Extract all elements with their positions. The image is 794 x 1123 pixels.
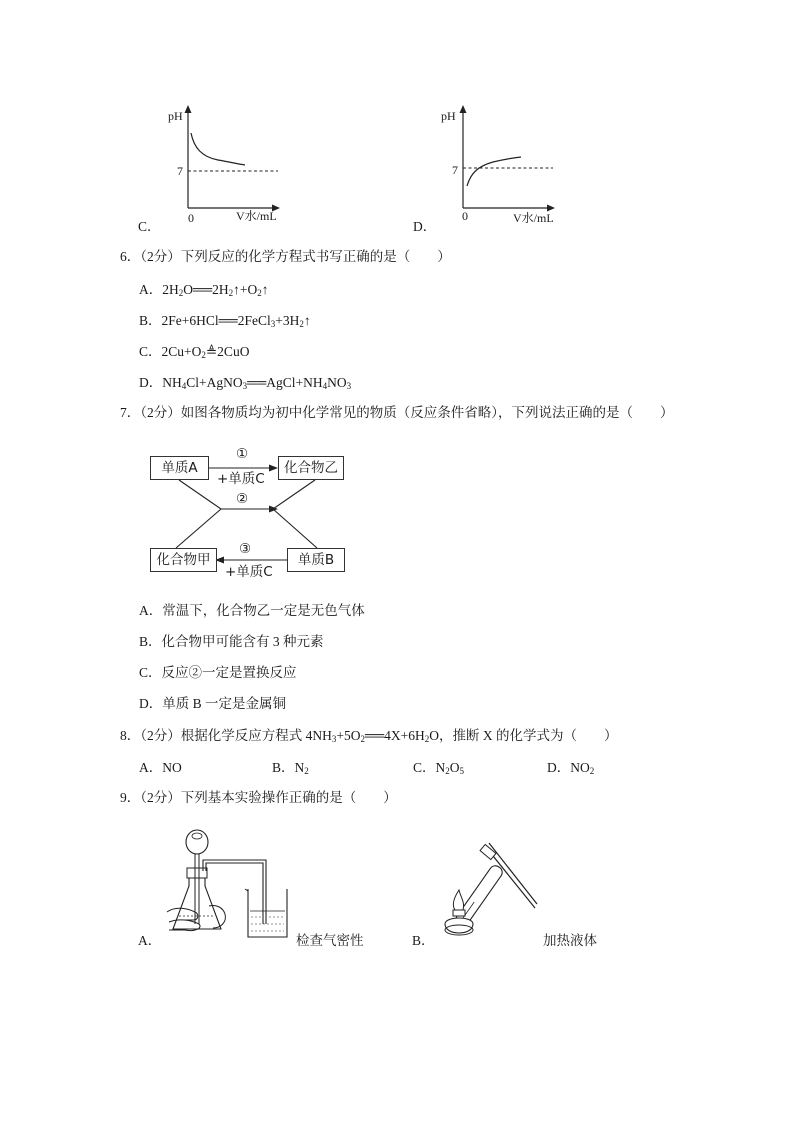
heating-liquid-apparatus-icon (437, 838, 542, 948)
q9-option-a-caption: 检查气密性 (296, 933, 364, 949)
q6-option-a: A．$2H_2O══2H_2↑+O_2↑$ (139, 282, 269, 298)
q7-step-3: ③ (239, 541, 252, 557)
q7-line-a-to-mid (179, 480, 221, 509)
q7-box-b: 单质B (287, 548, 345, 572)
chart-c-origin-label: 0 (188, 211, 194, 225)
chart-c-x-label: V水/mL (236, 209, 277, 223)
q7-step-2: ② (236, 491, 249, 507)
q6-option-d: D．$NH_4Cl+AgNO_3══AgCl+NH_4NO_3$ (139, 375, 352, 391)
chart-c-svg (130, 100, 310, 235)
q7-option-a: A．常温下，化合物乙一定是无色气体 (139, 603, 365, 618)
q9-option-a-apparatus (165, 824, 300, 946)
chart-c-y-label: pH (168, 109, 183, 123)
q7-arrow-1-head (269, 465, 278, 472)
chart-c-option-label: C． (138, 219, 161, 234)
q8-option-d: D．$NO_2$ (547, 760, 595, 776)
chart-d-y-arrow (460, 105, 467, 113)
q7-box-a: 单质A (150, 456, 209, 480)
q6-option-b: B．$2Fe+6HCl══2FeCl_3+3H_2↑$ (139, 313, 311, 329)
q7-option-d: D．单质 B 一定是金属铜 (139, 696, 287, 711)
q9-option-a-label: A． (138, 933, 162, 948)
chart-d-seven-label: 7 (452, 163, 458, 177)
chart-d-svg (405, 100, 585, 235)
q7-line-mid-to-jia (176, 509, 221, 548)
q7-diagram (145, 440, 365, 585)
chart-d-option-label: D． (413, 219, 437, 234)
q9-option-b-apparatus (437, 838, 542, 948)
chart-d-y-label: pH (441, 109, 456, 123)
q7-stem: 7．（2分）如图各物质均为初中化学常见的物质（反应条件省略），下列说法正确的是（ ） (120, 405, 674, 420)
q7-line-yi-to-mid (273, 480, 315, 509)
airtightness-apparatus-icon (165, 824, 300, 946)
q7-option-b: B．化合物甲可能含有 3 种元素 (139, 634, 324, 649)
chart-c (130, 100, 310, 235)
chart-c-curve (191, 133, 245, 165)
q9-option-b-caption: 加热液体 (543, 933, 597, 949)
q8-stem: 8．（2分）根据化学反应方程式 $4NH_3+5O_2══4X+6H_2O$，推断 X 的化学式为（ ） (120, 728, 618, 744)
q9-option-b-label: B． (412, 933, 435, 948)
chart-d (405, 100, 585, 235)
chart-d-curve (467, 157, 521, 186)
q6-stem: 6．（2分）下列反应的化学方程式书写正确的是（ ） (120, 249, 451, 264)
q6-option-c: C．$2Cu+O_2≜2CuO$ (139, 344, 250, 360)
q8-option-b: B．$N_2$ (272, 760, 309, 776)
q9-stem: 9．（2分）下列基本实验操作正确的是（ ） (120, 790, 397, 805)
q7-box-yi: 化合物乙 (278, 456, 344, 480)
q7-line-mid-to-b (273, 509, 317, 548)
q7-box-jia: 化合物甲 (150, 548, 217, 572)
q7-plus-c-bottom: +单质C (225, 564, 273, 580)
q7-plus-c-top: +单质C (217, 471, 265, 487)
chart-c-seven-label: 7 (177, 164, 183, 178)
q8-option-c: C．$N_2O_5$ (413, 760, 465, 776)
q8-option-a: A．NO (139, 760, 182, 775)
chart-d-origin-label: 0 (462, 209, 468, 223)
chart-d-x-label: V水/mL (513, 211, 554, 225)
chart-c-y-arrow (185, 105, 192, 113)
q7-step-1: ① (236, 446, 249, 462)
q7-option-c: C．反应②一定是置换反应 (139, 665, 297, 680)
